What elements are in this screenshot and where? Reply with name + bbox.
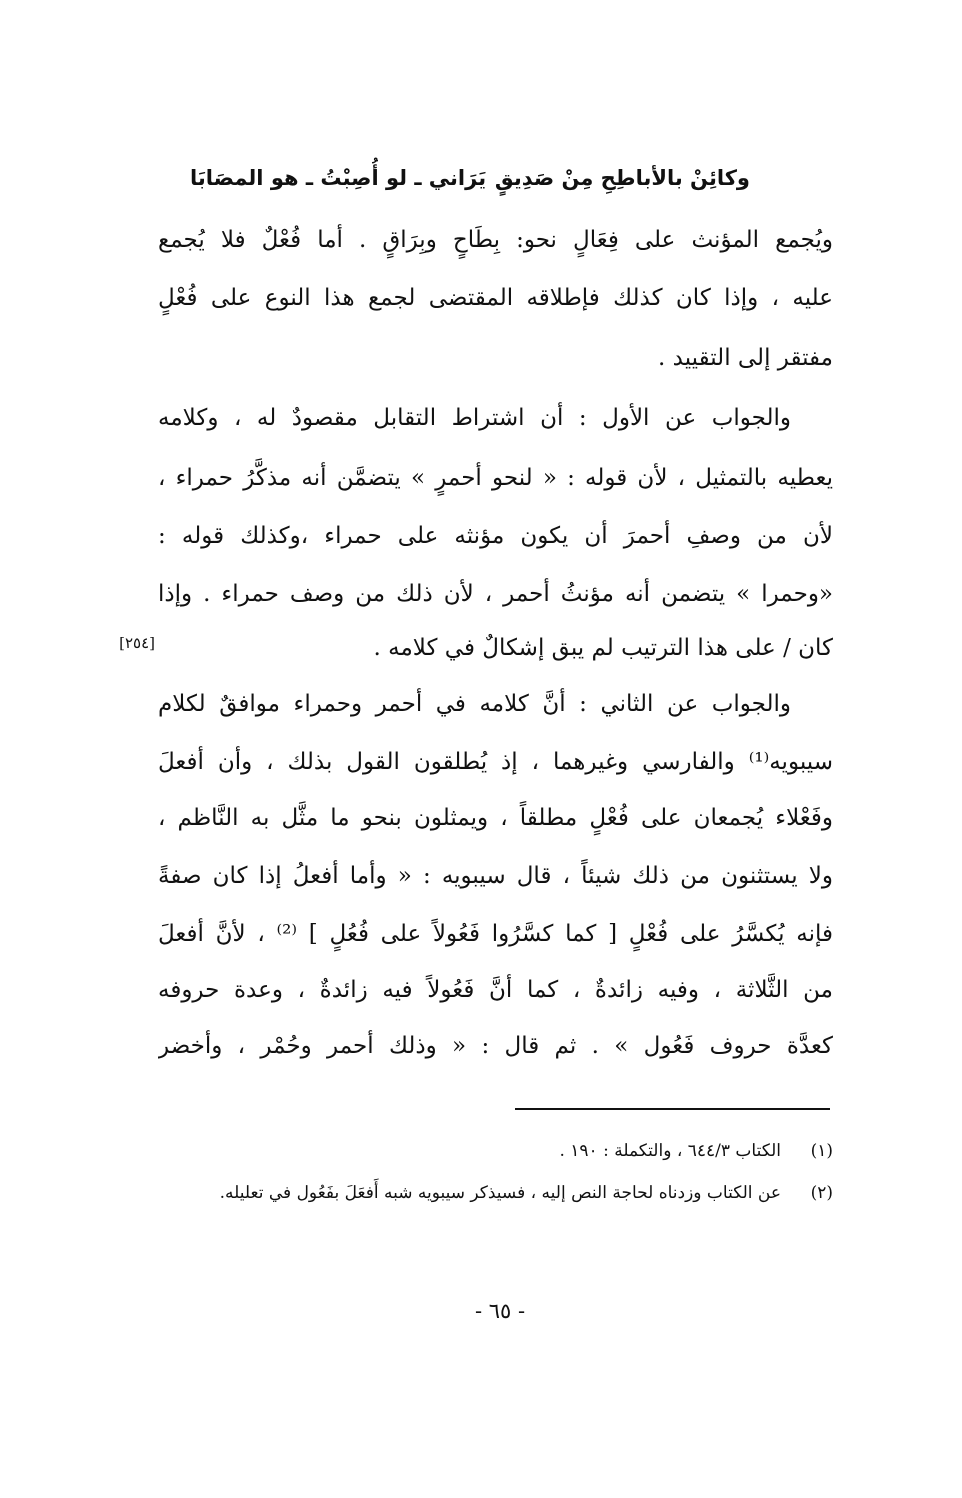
body-line: وفَعْلاء يُجمعان على فُعْلٍ مطلقاً ، ويمثلون بنحو ما مثَّل به النَّاظم ، [158, 805, 833, 831]
poetry-verse [190, 160, 750, 196]
page-number: - ٦٥ - [474, 1299, 526, 1323]
body-line: ولا يستثنون من ذلك شيئاً ، قال سيبويه : « وأما أفعلُ إذا كان صفةً [158, 863, 833, 889]
body-line: سيبويه⁽¹⁾ والفارسي وغيرهما ، إذ يُطلقون القول بذلك ، وأن أفعلَ [158, 749, 833, 775]
body-line: من الثَّلاثة ، وفيه زائدةٌ ، كما أنَّ فَعُولاً فيه زائدةٌ ، وعدة حروفه [158, 977, 833, 1003]
verse-right-hemistich: وكائِنْ بالأباطِحِ مِنْ صَدِيقٍ [494, 166, 750, 190]
body-line: والجواب عن الأول : أن اشتراط التقابل مقصودٌ له ، وكلامه [158, 405, 791, 431]
footnote-number: (٢) [810, 1183, 833, 1203]
body-line: مفتقر إلى التقييد . [658, 345, 833, 371]
body-line: يعطيه بالتمثيل ، لأن قوله : « لنحو أحمرٍ » يتضمَّن أنه مذكَّرُ حمراء ، [158, 465, 833, 491]
body-line: فإنه يُكسَّرُ على فُعْلٍ [ كما كسَّرُوا فَعُولاً على فُعُلٍ ] ⁽²⁾ ، لأنَّ أفعلَ [158, 921, 833, 947]
footnote-text: الكتاب ٦٤٤/٣ ، والتكملة : ١٩٠ . [559, 1141, 781, 1161]
body-line: والجواب عن الثاني : أنَّ كلامه في أحمر وحمراء موافقٌ لكلام [158, 691, 791, 717]
body-line: عليه ، وإذا كان كذلك فإطلاقه المقتضى لجمع هذا النوع على فُعْلٍ [158, 285, 833, 311]
footnote-text: عن الكتاب وزدناه لحاجة النص إليه ، فسيذكر سيبويه شبه أَفعَلَ بفَعُول في تعليله. [219, 1183, 781, 1203]
margin-page-reference: [٢٥٤] [119, 634, 155, 652]
body-line: كان / على هذا الترتيب لم يبق إشكالٌ في كلامه . [373, 635, 833, 661]
body-line: كعدَّة حروف فَعُول » . ثم قال : « وذلك أحمر وحُمْر ، وأخضر [158, 1033, 833, 1059]
verse-left-hemistich: يَرَاني ـ لو أُصِبْتُ ـ هو المصَابَا [190, 166, 487, 190]
footnote-number: (١) [810, 1141, 833, 1161]
body-line: لأن من وصفِ أحمرَ أن يكون مؤنثه على حمراء ،وكذلك قوله : [158, 523, 833, 549]
footnote [158, 1136, 833, 1166]
footnote-separator [515, 1108, 830, 1110]
body-line: ويُجمع المؤنث على فِعَالٍ نحو: بِطَاحٍ وبِرَاقٍ . أما فُعْلٌ فلا يُجمع [158, 227, 833, 253]
footnote [158, 1178, 833, 1208]
body-line: «وحمرا » يتضمن أنه مؤنثُ أحمر ، لأن ذلك من وصف حمراء . وإذا [158, 581, 833, 607]
